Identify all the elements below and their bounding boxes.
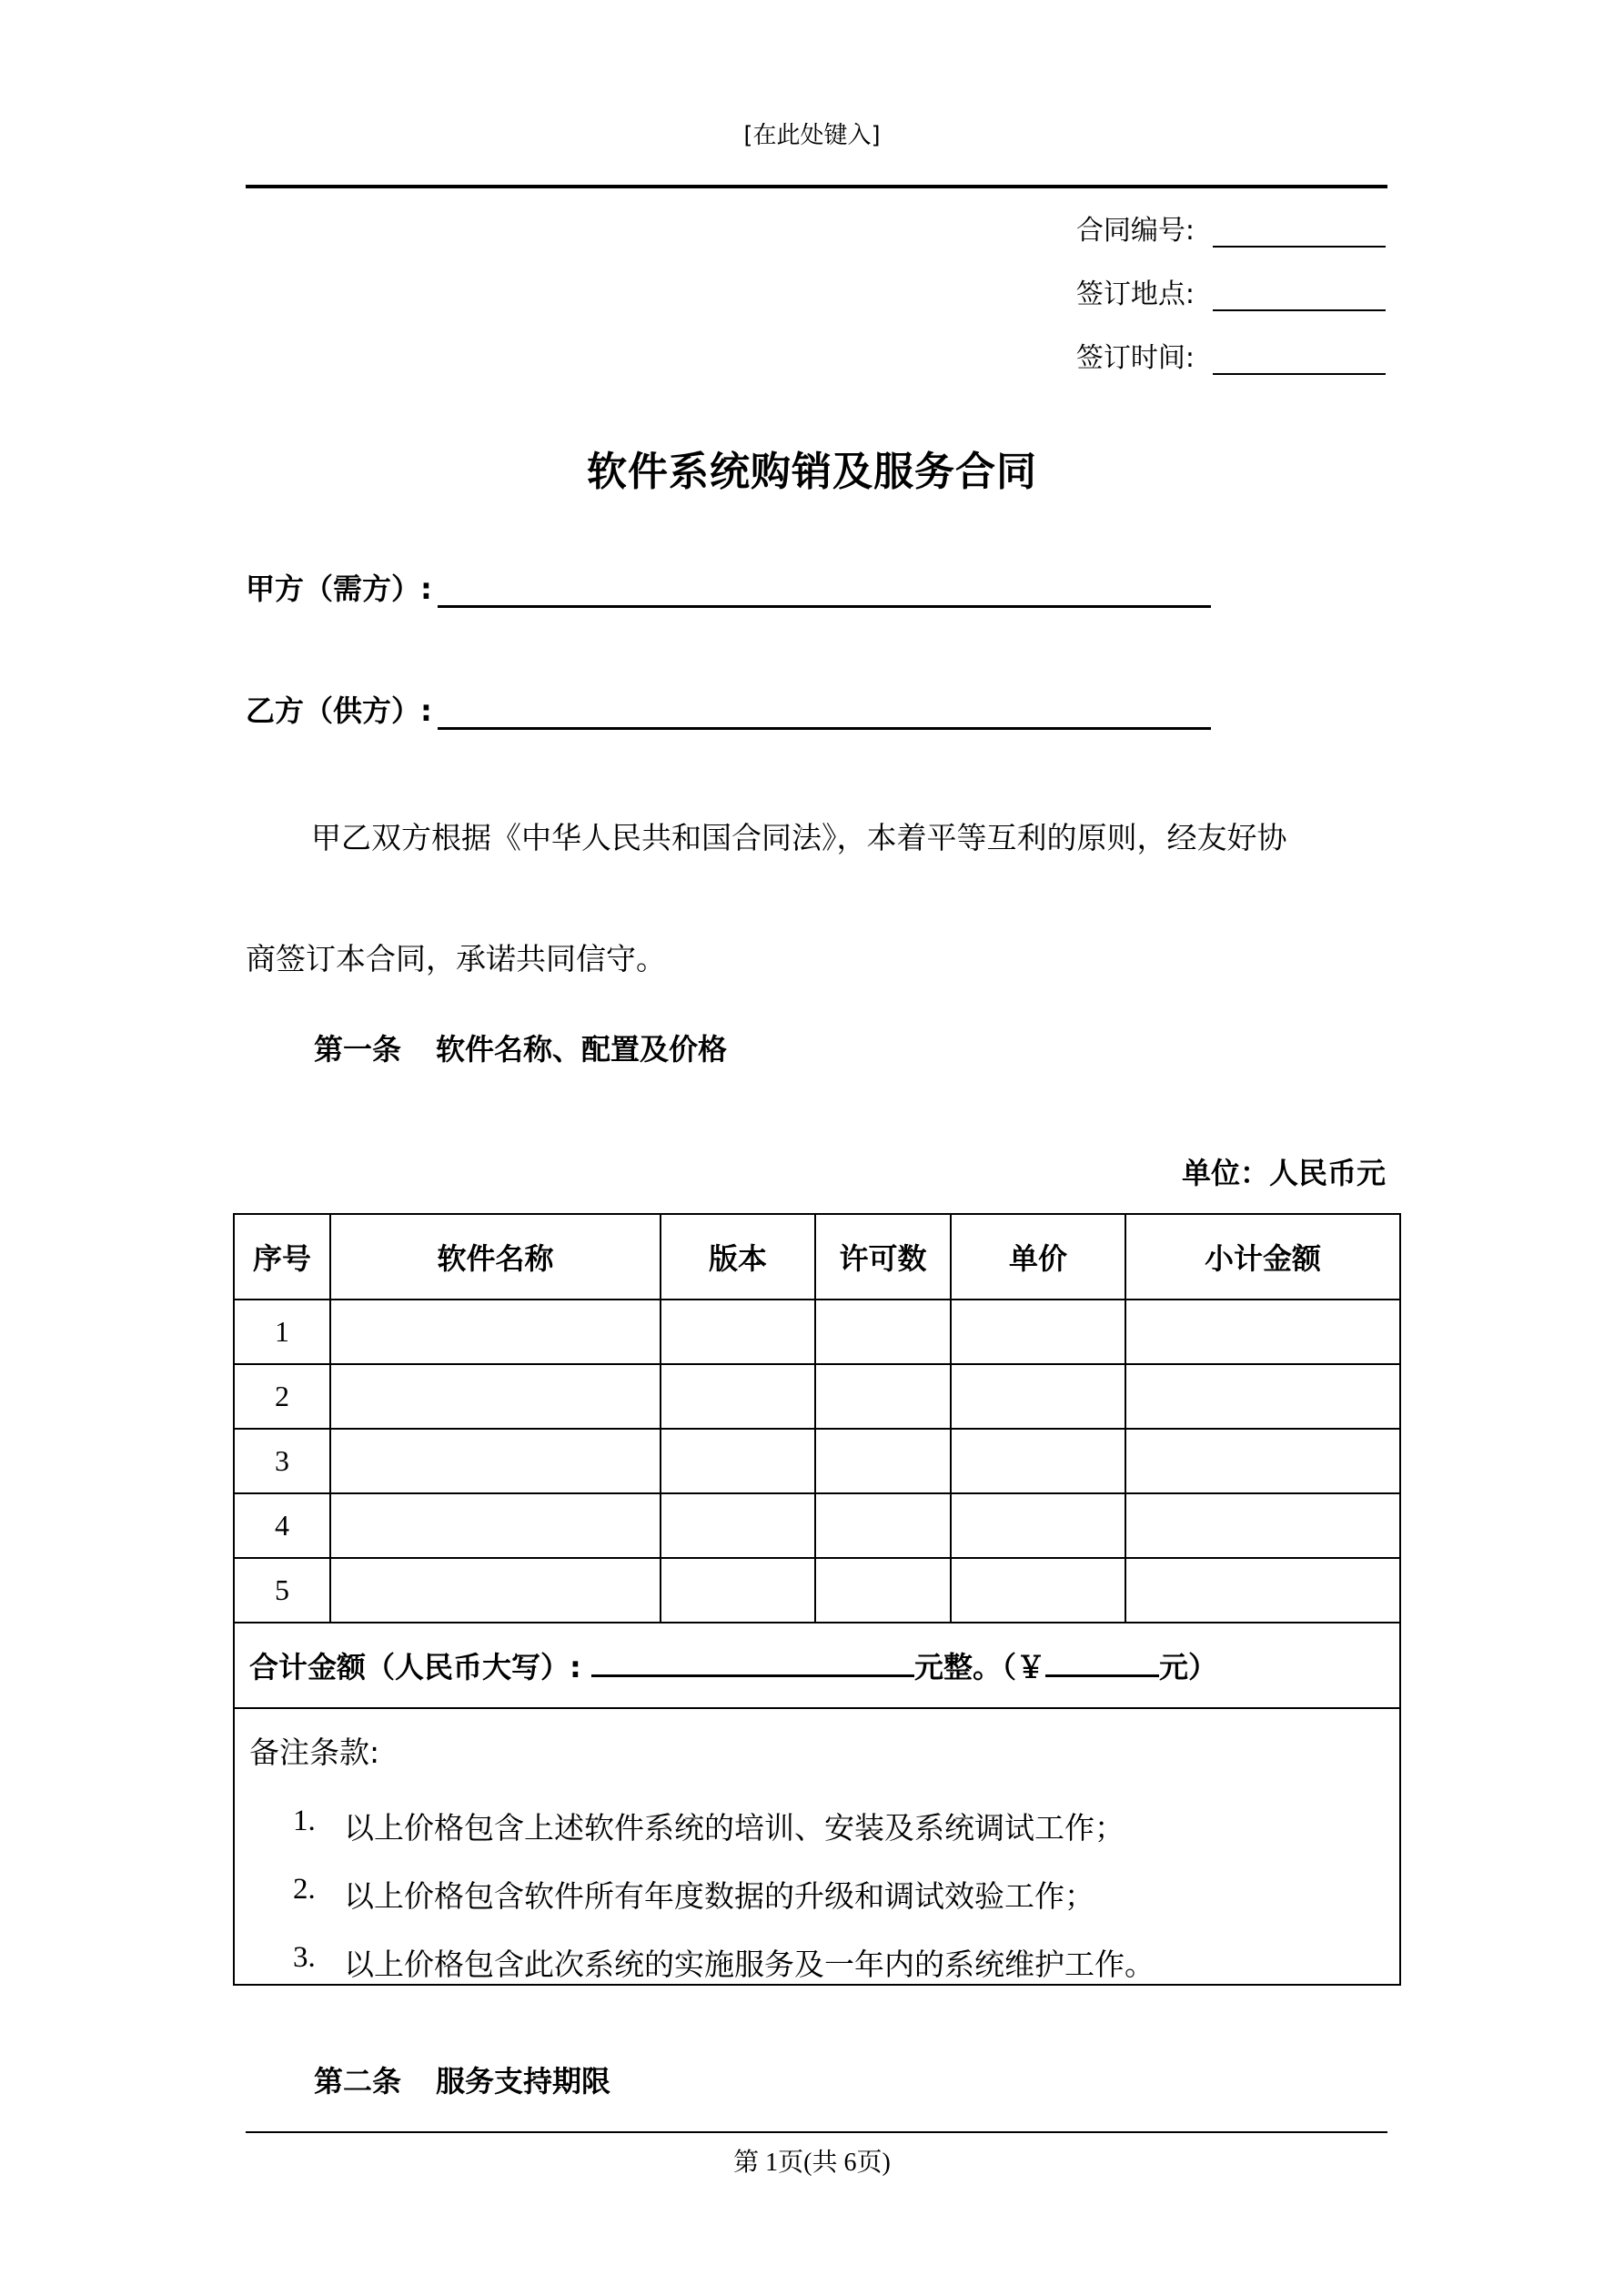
col-header-software-name: 软件名称 xyxy=(330,1214,661,1300)
signing-time-field xyxy=(1076,335,1386,375)
note-text: 以上价格包含此次系统的实施服务及一年内的系统维护工作。 xyxy=(344,1949,1155,1982)
signing-time-label: 签订时间: xyxy=(1075,342,1195,374)
footer-divider xyxy=(246,2131,1387,2133)
unit-price-cell[interactable] xyxy=(951,1558,1125,1623)
currency-unit-label: 单位：人民币元 xyxy=(1181,1156,1386,1190)
unit-price-cell[interactable] xyxy=(951,1300,1125,1364)
unit-price-cell[interactable] xyxy=(951,1429,1125,1493)
table-header-row xyxy=(234,1214,1400,1300)
table-row xyxy=(234,1429,1400,1493)
software-name-cell[interactable] xyxy=(330,1364,661,1429)
section-1-number: 第一条 xyxy=(314,1032,402,1067)
col-header-version: 版本 xyxy=(661,1214,815,1300)
row-index: 1 xyxy=(234,1300,330,1364)
table-row xyxy=(234,1493,1400,1558)
col-header-unit-price: 单价 xyxy=(951,1214,1125,1300)
unit-price-cell[interactable] xyxy=(951,1493,1125,1558)
subtotal-cell[interactable] xyxy=(1125,1493,1400,1558)
section-2-heading xyxy=(314,2058,610,2100)
version-cell[interactable] xyxy=(661,1364,815,1429)
version-cell[interactable] xyxy=(661,1300,815,1364)
note-number: 1. xyxy=(293,1805,316,1837)
software-name-cell[interactable] xyxy=(330,1300,661,1364)
signing-place-label: 签订地点: xyxy=(1075,278,1195,310)
document-title: 软件系统购销及服务合同 xyxy=(587,449,1037,495)
notes-title: 备注条款: xyxy=(249,1735,380,1770)
license-count-cell[interactable] xyxy=(815,1558,951,1623)
software-name-cell[interactable] xyxy=(330,1558,661,1623)
subtotal-cell[interactable] xyxy=(1125,1300,1400,1364)
table-row xyxy=(234,1558,1400,1623)
license-count-cell[interactable] xyxy=(815,1493,951,1558)
signing-place-field xyxy=(1076,271,1386,311)
total-amount-label: 合计金额（人民币大写）: xyxy=(249,1650,581,1684)
col-header-license-count: 许可数 xyxy=(815,1214,951,1300)
price-table xyxy=(233,1213,1401,1986)
party-b-blank[interactable] xyxy=(438,700,1211,730)
party-a-field xyxy=(246,566,1211,608)
total-amount-cell xyxy=(234,1623,1400,1708)
row-index: 2 xyxy=(234,1364,330,1429)
license-count-cell[interactable] xyxy=(815,1300,951,1364)
section-1-title: 软件名称、配置及价格 xyxy=(436,1032,728,1067)
version-cell[interactable] xyxy=(661,1493,815,1558)
total-end: 元） xyxy=(1158,1650,1217,1684)
party-a-label: 甲方（需方）: xyxy=(246,571,432,606)
note-text: 以上价格包含上述软件系统的培训、安装及系统调试工作； xyxy=(344,1813,1125,1846)
version-cell[interactable] xyxy=(661,1558,815,1623)
contract-number-blank[interactable] xyxy=(1213,220,1386,248)
intro-paragraph xyxy=(246,777,1387,1019)
party-a-blank[interactable] xyxy=(438,578,1211,608)
contract-number-label: 合同编号: xyxy=(1075,215,1195,247)
section-2-title: 服务支持期限 xyxy=(436,2064,611,2099)
subtotal-cell[interactable] xyxy=(1125,1364,1400,1429)
notes-row xyxy=(234,1708,1400,1985)
total-row xyxy=(234,1623,1400,1708)
total-suffix: 元整。（￥ xyxy=(913,1650,1045,1684)
license-count-cell[interactable] xyxy=(815,1364,951,1429)
note-number: 3. xyxy=(293,1941,316,1974)
note-item xyxy=(293,1873,1399,1916)
page-number: 第 1页(共 6页) xyxy=(733,2149,891,2177)
table-row xyxy=(234,1364,1400,1429)
total-numeric-blank[interactable] xyxy=(1045,1649,1159,1677)
section-1-heading xyxy=(314,1027,727,1068)
subtotal-cell[interactable] xyxy=(1125,1558,1400,1623)
total-capital-blank[interactable] xyxy=(591,1649,914,1677)
signing-time-blank[interactable] xyxy=(1213,348,1386,375)
software-name-cell[interactable] xyxy=(330,1429,661,1493)
unit-price-cell[interactable] xyxy=(951,1364,1125,1429)
party-b-label: 乙方（供方）: xyxy=(246,693,432,728)
license-count-cell[interactable] xyxy=(815,1429,951,1493)
table-row xyxy=(234,1300,1400,1364)
subtotal-cell[interactable] xyxy=(1125,1429,1400,1493)
section-2-number: 第二条 xyxy=(314,2064,402,2099)
note-item xyxy=(293,1805,1399,1847)
col-header-index: 序号 xyxy=(234,1214,330,1300)
col-header-subtotal: 小计金额 xyxy=(1125,1214,1400,1300)
notes-cell xyxy=(234,1708,1400,1985)
row-index: 5 xyxy=(234,1558,330,1623)
signing-place-blank[interactable] xyxy=(1213,284,1386,311)
row-index: 4 xyxy=(234,1493,330,1558)
intro-line-2: 商签订本合同，承诺共同信守。 xyxy=(246,941,666,976)
page-header[interactable]: [在此处键入] xyxy=(743,122,881,149)
note-text: 以上价格包含软件所有年度数据的升级和调试效验工作； xyxy=(344,1881,1094,1914)
note-number: 2. xyxy=(293,1873,316,1906)
row-index: 3 xyxy=(234,1429,330,1493)
note-item xyxy=(293,1941,1399,1984)
header-divider xyxy=(246,185,1387,188)
software-name-cell[interactable] xyxy=(330,1493,661,1558)
contract-number-field xyxy=(1076,207,1386,248)
party-b-field xyxy=(246,688,1211,730)
version-cell[interactable] xyxy=(661,1429,815,1493)
intro-line-1: 甲乙双方根据《中华人民共和国合同法》，本着平等互利的原则，经友好协 xyxy=(311,820,1287,855)
